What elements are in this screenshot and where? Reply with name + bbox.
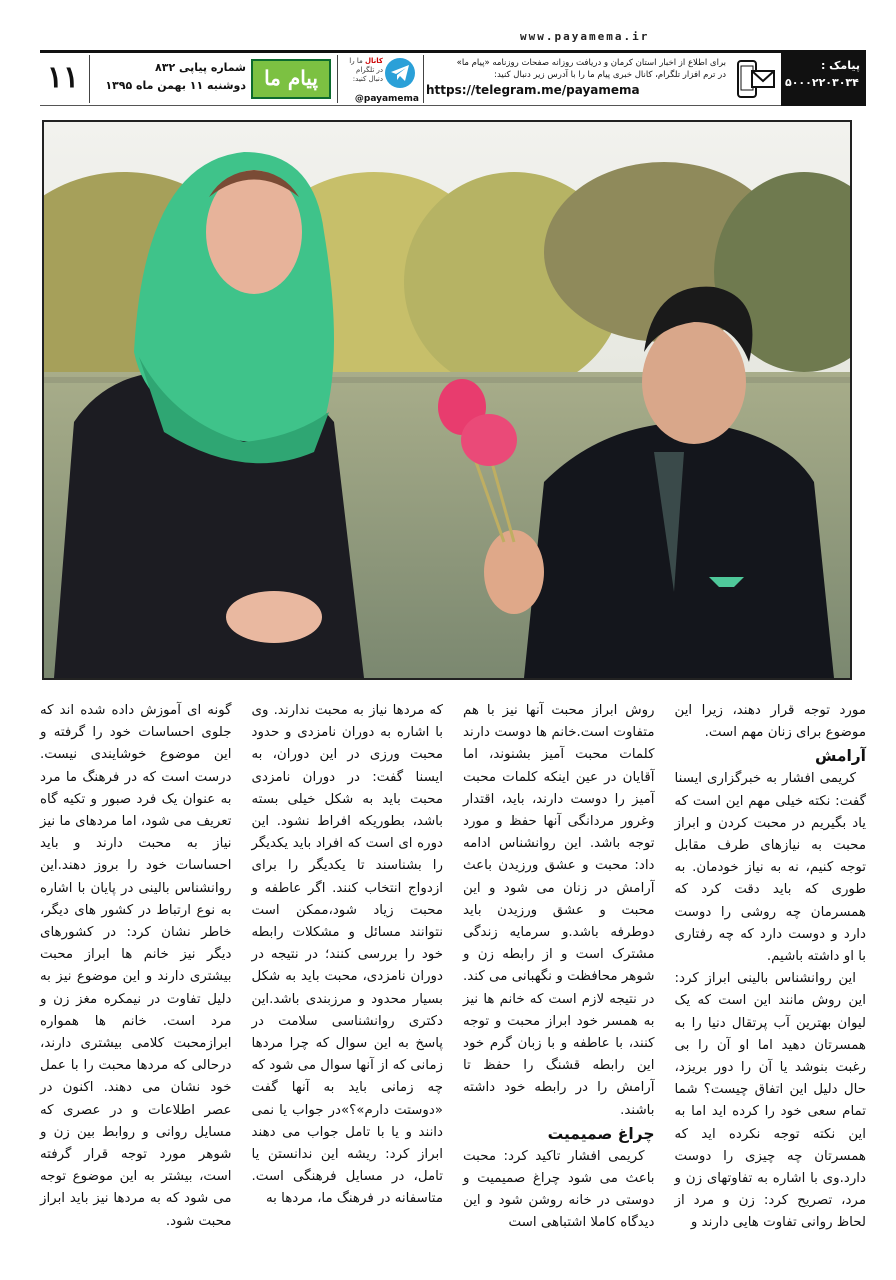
article-column-2 [463,700,655,1240]
telegram-link[interactable]: https://telegram.me/payamema [426,83,640,97]
sms-label: پیامک : [820,59,860,72]
telegram-icon[interactable] [385,58,415,88]
paragraph: کریمی افشار به خبرگزاری ایسنا گفت: نکته خیلی مهم این است که یاد بگیریم در محبت کردن و ابراز محبت به نیازهای طرف مقابل توجه کنیم، نه به نیاز خودمان. به طوری که باید دقت کرد که همسرمان چه روشی را دوست دارد و دوست دارد که چه رفتاری با او داشته باشیم. [674,771,866,965]
paragraph: مورد توجه قرار دهند، زیرا این موضوع برای زنان مهم است. [674,703,866,741]
header-divider [423,55,424,103]
channel-handle[interactable]: @payamema [354,94,419,104]
issue-number: شماره پیاپی ۸۳۲ [155,61,246,74]
article-column-1 [675,700,867,1240]
article-column-3 [252,700,444,1240]
issue-info [96,53,246,106]
couple-photo [42,120,852,680]
header-divider [89,55,90,103]
brand-name: پیام ما [264,66,318,90]
paragraph: کریمی افشار تاکید کرد: محبت باعث می شود چراغ صمیمیت و دوستی در خانه روشن شود و این دیدگاه کاملا اشتباهی است [463,1148,655,1231]
paragraph: که مردها نیاز به محبت ندارند. وی با اشاره به دوران نامزدی و حدود محبت ورزی در این دوران، به ایسنا گفت: در دوران نامزدی محبت باید به شکل خیلی بسته باشد، بطوریکه افراط نشود. این دوره ای است که افراد باید یکدیگر را بشناسند تا یکدیگر را برای ازدواج انتخاب کنند. اگر عاطفه و محبت زیاد شود،ممکن است نتوانند مسائل و مشکلات رابطه خود را بررسی کنند؛ در نتیجه در دوران نامزدی، محبت باید به شکل بسیار محدود و مرزبندی باشد.این دکتری روانشناسی سلامت در پاسخ به این سوال که چرا مردها زمانی که از آنها سوال می شود که چه زمانی باید به آنها گفت «دوستت دارم»؟»در جواب یا نمی دانند و یا با تامل جواب می دهند ابراز کرد: ریشه این ندانستن یا تامل، در مسایل فرهنگی است. متاسفانه در فرهنگ ما، مردها به [251,703,443,1207]
sms-number: ۵۰۰۰۲۲۰۳۰۳۴ [785,76,859,89]
brand-logo [251,59,331,99]
channel-caption [343,57,383,84]
telegram-info [426,53,726,106]
page-number: ۱۱ [46,60,80,95]
paragraph: گونه ای آموزش داده شده اند که جلوی احساسات خود را گرفته و این موضوع خوشایندی نیست. درست است که در فرهنگ ما مرد به عنوان یک فرد صبور و تکیه گاه تعریف می شود، اما مردهای ما نیز نیاز به محبت دارند و باید احساسات خود را بروز دهند.این روانشناس بالینی در پایان با اشاره به نوع ارتباط در کشور های دیگر، خاطر نشان کرد: در کشورهای دیگر نیز خانم ها ابراز محبت بیشتری دارند و این موضوع نیز به دلیل تفاوت در نیمکره مغز زن و مرد است. خانم ها همواره ابرازمحبت کلامی بیشتری دارند، درحالی که مردها محبت را با عمل خود نشان می دهند. اکنون در عصر اطلاعات و در عصری که مسایل روانی و روابط بین زن و شوهر مورد توجه قرار گرفته است، بیشتر به این موضوع توجه می شود که به مردها نیز باید ابراز محبت شود. [40,703,232,1229]
page-header [40,50,866,106]
phone-envelope-icon [732,59,776,101]
header-divider [337,55,338,103]
channel-caption-text: ما را در تلگرام دنبال کنید: [349,57,383,83]
sms-box [781,53,866,106]
article-column-4 [40,700,232,1240]
telegram-channel [343,53,421,106]
telegram-line-1: برای اطلاع از اخبار استان کرمان و دریافت روزانه صفحات روزنامه «پیام ما» [456,58,726,68]
channel-caption-highlight: کانال [364,57,383,65]
website-url: www.payamema.ir [520,30,650,43]
subheading-lamp: چراغ صمیمیت [547,1124,655,1143]
issue-date: دوشنبه ۱۱ بهمن ماه ۱۳۹۵ [105,79,246,92]
paragraph: این روانشناس بالینی ابراز کرد: این روش مانند این است که یک لیوان بهترین آب پرتقال دنیا را به همسرتان دهید اما او آن را بی رغبت بنوشد یا آن را دور بریزد، حال دلیل این اتفاق چیست؟ شما تمام سعی خود را کرده اید اما به این نکته توجه نکرده اید که همسرتان چه چیزی را دوست دارد.وی با اشاره به تفاوتهای زن و مرد، تصریح کرد: زن و مرد از لحاظ روانی تفاوت هایی دارند و [674,971,866,1231]
telegram-line-2: در ترم افزار تلگرام، کانال خبری پیام ما را با آدرس زیر دنبال کنید: [494,70,726,80]
paragraph: روش ابراز محبت آنها نیز با هم متفاوت است.خانم ها دوست دارند کلمات محبت آمیز بشنوند، اما آقایان در عین اینکه کلمات محبت آمیز را دوست دارند، باید، اقتدار وغرور مردانگی آنها حفظ و مورد توجه باشد. این روانشناس ادامه داد: محبت و عشق ورزیدن باعث آرامش در زنان می شود و این محبت و عشق ورزیدن باید دوطرفه باشد.و سرمایه زندگی مشترک است و از رابطه زن و شوهر محافظت و نگهبانی می کند. در نتیجه لازم است که خانم ها نیز به همسر خود ابراز محبت و توجه کنند، با عاطفه و با زبان گرم خود این رابطه قشنگ را حفظ تا آرامش را در رابطه خود داشته باشند. [463,703,655,1118]
article-body [40,700,866,1240]
subheading-calm: آرامش [814,747,866,766]
